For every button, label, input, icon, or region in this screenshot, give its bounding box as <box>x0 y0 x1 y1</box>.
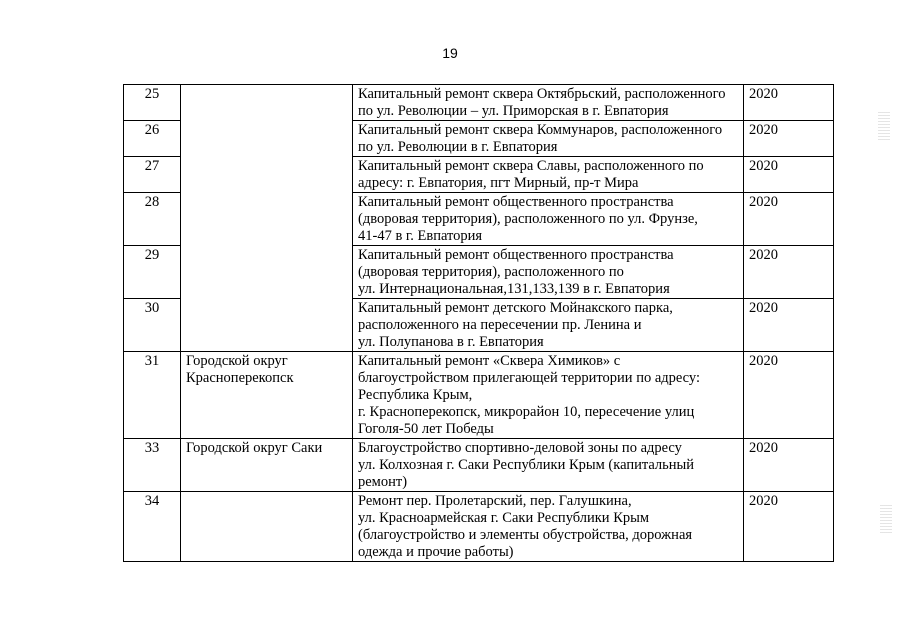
scan-artifact <box>878 112 890 140</box>
description-line: ремонт) <box>358 474 408 490</box>
project-description <box>353 85 744 121</box>
description-line: Капитальный ремонт общественного пространства <box>358 247 674 263</box>
description-line: Капитальный ремонт сквера Славы, расположенного по <box>358 158 704 174</box>
year-cell: 2020 <box>744 85 834 121</box>
district-line: Красноперекопск <box>186 370 294 386</box>
district-line: Городской округ <box>186 353 288 369</box>
project-description <box>353 193 744 246</box>
description-line: Ремонт пер. Пролетарский, пер. Галушкина, <box>358 493 632 509</box>
project-description <box>353 299 744 352</box>
description-line: Гоголя-50 лет Победы <box>358 421 494 437</box>
description-line: (дворовая территория), расположенного по <box>358 264 624 280</box>
table-row <box>124 439 834 492</box>
project-description <box>353 121 744 157</box>
year-cell: 2020 <box>744 157 834 193</box>
description-line: ул. Интернациональная,131,133,139 в г. Евпатория <box>358 281 670 297</box>
description-line: Капитальный ремонт сквера Коммунаров, расположенного <box>358 122 723 138</box>
project-description <box>353 492 744 562</box>
page-number: 19 <box>442 45 458 61</box>
project-description <box>353 157 744 193</box>
scan-artifact <box>880 505 892 533</box>
description-line: Капитальный ремонт детского Мойнакского парка, <box>358 300 673 316</box>
description-line: Капитальный ремонт сквера Октябрьский, расположенного <box>358 86 726 102</box>
year-cell: 2020 <box>744 246 834 299</box>
row-number: 31 <box>124 352 181 439</box>
description-line: 41-47 в г. Евпатория <box>358 228 483 244</box>
projects-table <box>123 84 834 562</box>
row-number: 34 <box>124 492 181 562</box>
district-cell <box>181 492 353 562</box>
description-line: по ул. Революции в г. Евпатория <box>358 139 558 155</box>
project-description <box>353 246 744 299</box>
description-line: (благоустройство и элементы обустройства, дорожная <box>358 527 693 543</box>
year-cell: 2020 <box>744 121 834 157</box>
description-line: г. Красноперекопск, микрорайон 10, пересечение улиц <box>358 404 695 420</box>
year-cell: 2020 <box>744 299 834 352</box>
projects-table-body <box>124 85 834 562</box>
description-line: одежда и прочие работы) <box>358 544 514 560</box>
district-cell <box>181 85 353 352</box>
year-cell: 2020 <box>744 492 834 562</box>
description-line: ул. Полупанова в г. Евпатория <box>358 334 544 350</box>
description-line: (дворовая территория), расположенного по ул. Фрунзе, <box>358 211 698 227</box>
district-cell <box>181 352 353 439</box>
table-row <box>124 352 834 439</box>
description-line: Капитальный ремонт «Сквера Химиков» с <box>358 353 621 369</box>
row-number: 30 <box>124 299 181 352</box>
description-line: ул. Колхозная г. Саки Республики Крым (капитальный <box>358 457 695 473</box>
year-cell: 2020 <box>744 352 834 439</box>
row-number: 33 <box>124 439 181 492</box>
description-line: Благоустройство спортивно-деловой зоны по адресу <box>358 440 682 456</box>
description-line: ул. Красноармейская г. Саки Республики Крым <box>358 510 650 526</box>
description-line: Республика Крым, <box>358 387 473 403</box>
district-line: Городской округ Саки <box>186 440 323 456</box>
description-line: адресу: г. Евпатория, пгт Мирный, пр-т Мира <box>358 175 639 191</box>
description-line: по ул. Революции – ул. Приморская в г. Евпатория <box>358 103 669 119</box>
year-cell: 2020 <box>744 439 834 492</box>
project-description <box>353 439 744 492</box>
description-line: благоустройством прилегающей территории по адресу: <box>358 370 701 386</box>
year-cell: 2020 <box>744 193 834 246</box>
row-number: 27 <box>124 157 181 193</box>
row-number: 25 <box>124 85 181 121</box>
district-cell <box>181 439 353 492</box>
description-line: расположенного на пересечении пр. Ленина и <box>358 317 642 333</box>
project-description <box>353 352 744 439</box>
table-row <box>124 492 834 562</box>
row-number: 28 <box>124 193 181 246</box>
description-line: Капитальный ремонт общественного пространства <box>358 194 674 210</box>
row-number: 29 <box>124 246 181 299</box>
table-row <box>124 85 834 121</box>
row-number: 26 <box>124 121 181 157</box>
